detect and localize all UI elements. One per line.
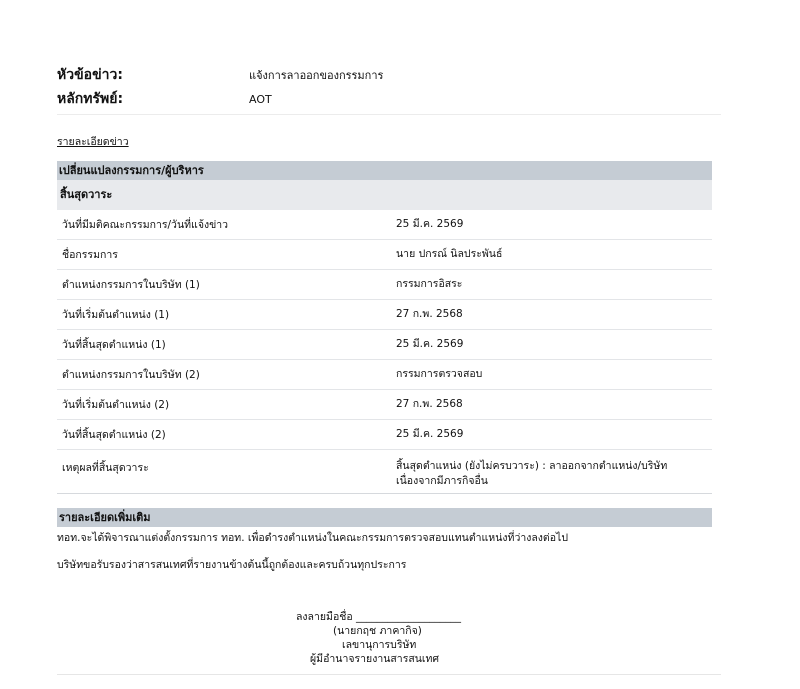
bottom-divider <box>57 674 721 675</box>
director-change-table <box>57 210 712 494</box>
signer-authority: ผู้มีอำนาจรายงานสารสนเทศ <box>310 653 440 665</box>
news-header <box>57 64 721 112</box>
header-divider <box>57 114 721 115</box>
news-title-label: หัวข้อข่าว: <box>57 67 123 83</box>
table-row <box>57 300 712 330</box>
row-value: กรรมการอิสระ <box>396 278 463 290</box>
row-label: ตำแหน่งกรรมการในบริษัท (2) <box>62 369 200 381</box>
news-detail-link[interactable]: รายละเอียดข่าว <box>57 136 129 148</box>
row-value: 25 มี.ค. 2569 <box>396 428 464 440</box>
signature-line: ลงลายมือชื่อ ____________________ <box>296 611 462 623</box>
extra-details-bar: รายละเอียดเพิ่มเติม <box>57 508 712 527</box>
news-title-value: แจ้งการลาออกของกรรมการ <box>249 69 384 82</box>
row-value: กรรมการตรวจสอบ <box>396 368 483 380</box>
row-label: ตำแหน่งกรรมการในบริษัท (1) <box>62 279 200 291</box>
row-label: วันที่เริ่มต้นตำแหน่ง (1) <box>62 309 170 321</box>
security-label: หลักทรัพย์: <box>57 91 124 107</box>
reason-label: เหตุผลที่สิ้นสุดวาระ <box>62 462 149 474</box>
reason-value <box>396 459 712 489</box>
row-label: วันที่มีมติคณะกรรมการ/วันที่แจ้งข่าว <box>62 219 229 231</box>
extra-details-text: ทอท.จะได้พิจารณาแต่งตั้งกรรมการ ทอท. เพื่อดำรงตำแหน่งในคณะกรรมการตรวจสอบแทนตำแหน่งที่ว่างลงต่อไป <box>57 532 568 544</box>
table-row <box>57 210 712 240</box>
row-value: 27 ก.พ. 2568 <box>396 308 463 320</box>
reason-value-line2: เนื่องจากมีภารกิจอื่น <box>396 475 488 487</box>
section-title-bar: เปลี่ยนแปลงกรรมการ/ผู้บริหาร <box>57 161 712 180</box>
row-label: วันที่สิ้นสุดตำแหน่ง (1) <box>62 339 166 351</box>
signer-name: (นายกฤช ภาคากิจ) <box>333 625 422 637</box>
table-row <box>57 390 712 420</box>
table-row <box>57 360 712 390</box>
row-label: วันที่เริ่มต้นตำแหน่ง (2) <box>62 399 170 411</box>
table-row <box>57 330 712 360</box>
reason-row <box>57 450 712 494</box>
table-row <box>57 420 712 450</box>
section-subtitle-bar: สิ้นสุดวาระ <box>57 180 712 210</box>
news-title-row <box>57 64 721 88</box>
certification-text: บริษัทขอรับรองว่าสารสนเทศที่รายงานข้างต้นนี้ถูกต้องและครบถ้วนทุกประการ <box>57 559 407 571</box>
row-value: 27 ก.พ. 2568 <box>396 398 463 410</box>
signer-title: เลขานุการบริษัท <box>342 639 417 651</box>
security-row <box>57 88 721 112</box>
row-label: วันที่สิ้นสุดตำแหน่ง (2) <box>62 429 166 441</box>
row-value: นาย ปกรณ์ นิลประพันธ์ <box>396 248 503 260</box>
security-value: AOT <box>249 93 272 106</box>
reason-value-line1: สิ้นสุดตำแหน่ง (ยังไม่ครบวาระ) : ลาออกจากตำแหน่ง/บริษัท <box>396 460 668 472</box>
table-row <box>57 240 712 270</box>
row-label: ชื่อกรรมการ <box>62 249 118 261</box>
row-value: 25 มี.ค. 2569 <box>396 338 464 350</box>
row-value: 25 มี.ค. 2569 <box>396 218 464 230</box>
table-row <box>57 270 712 300</box>
